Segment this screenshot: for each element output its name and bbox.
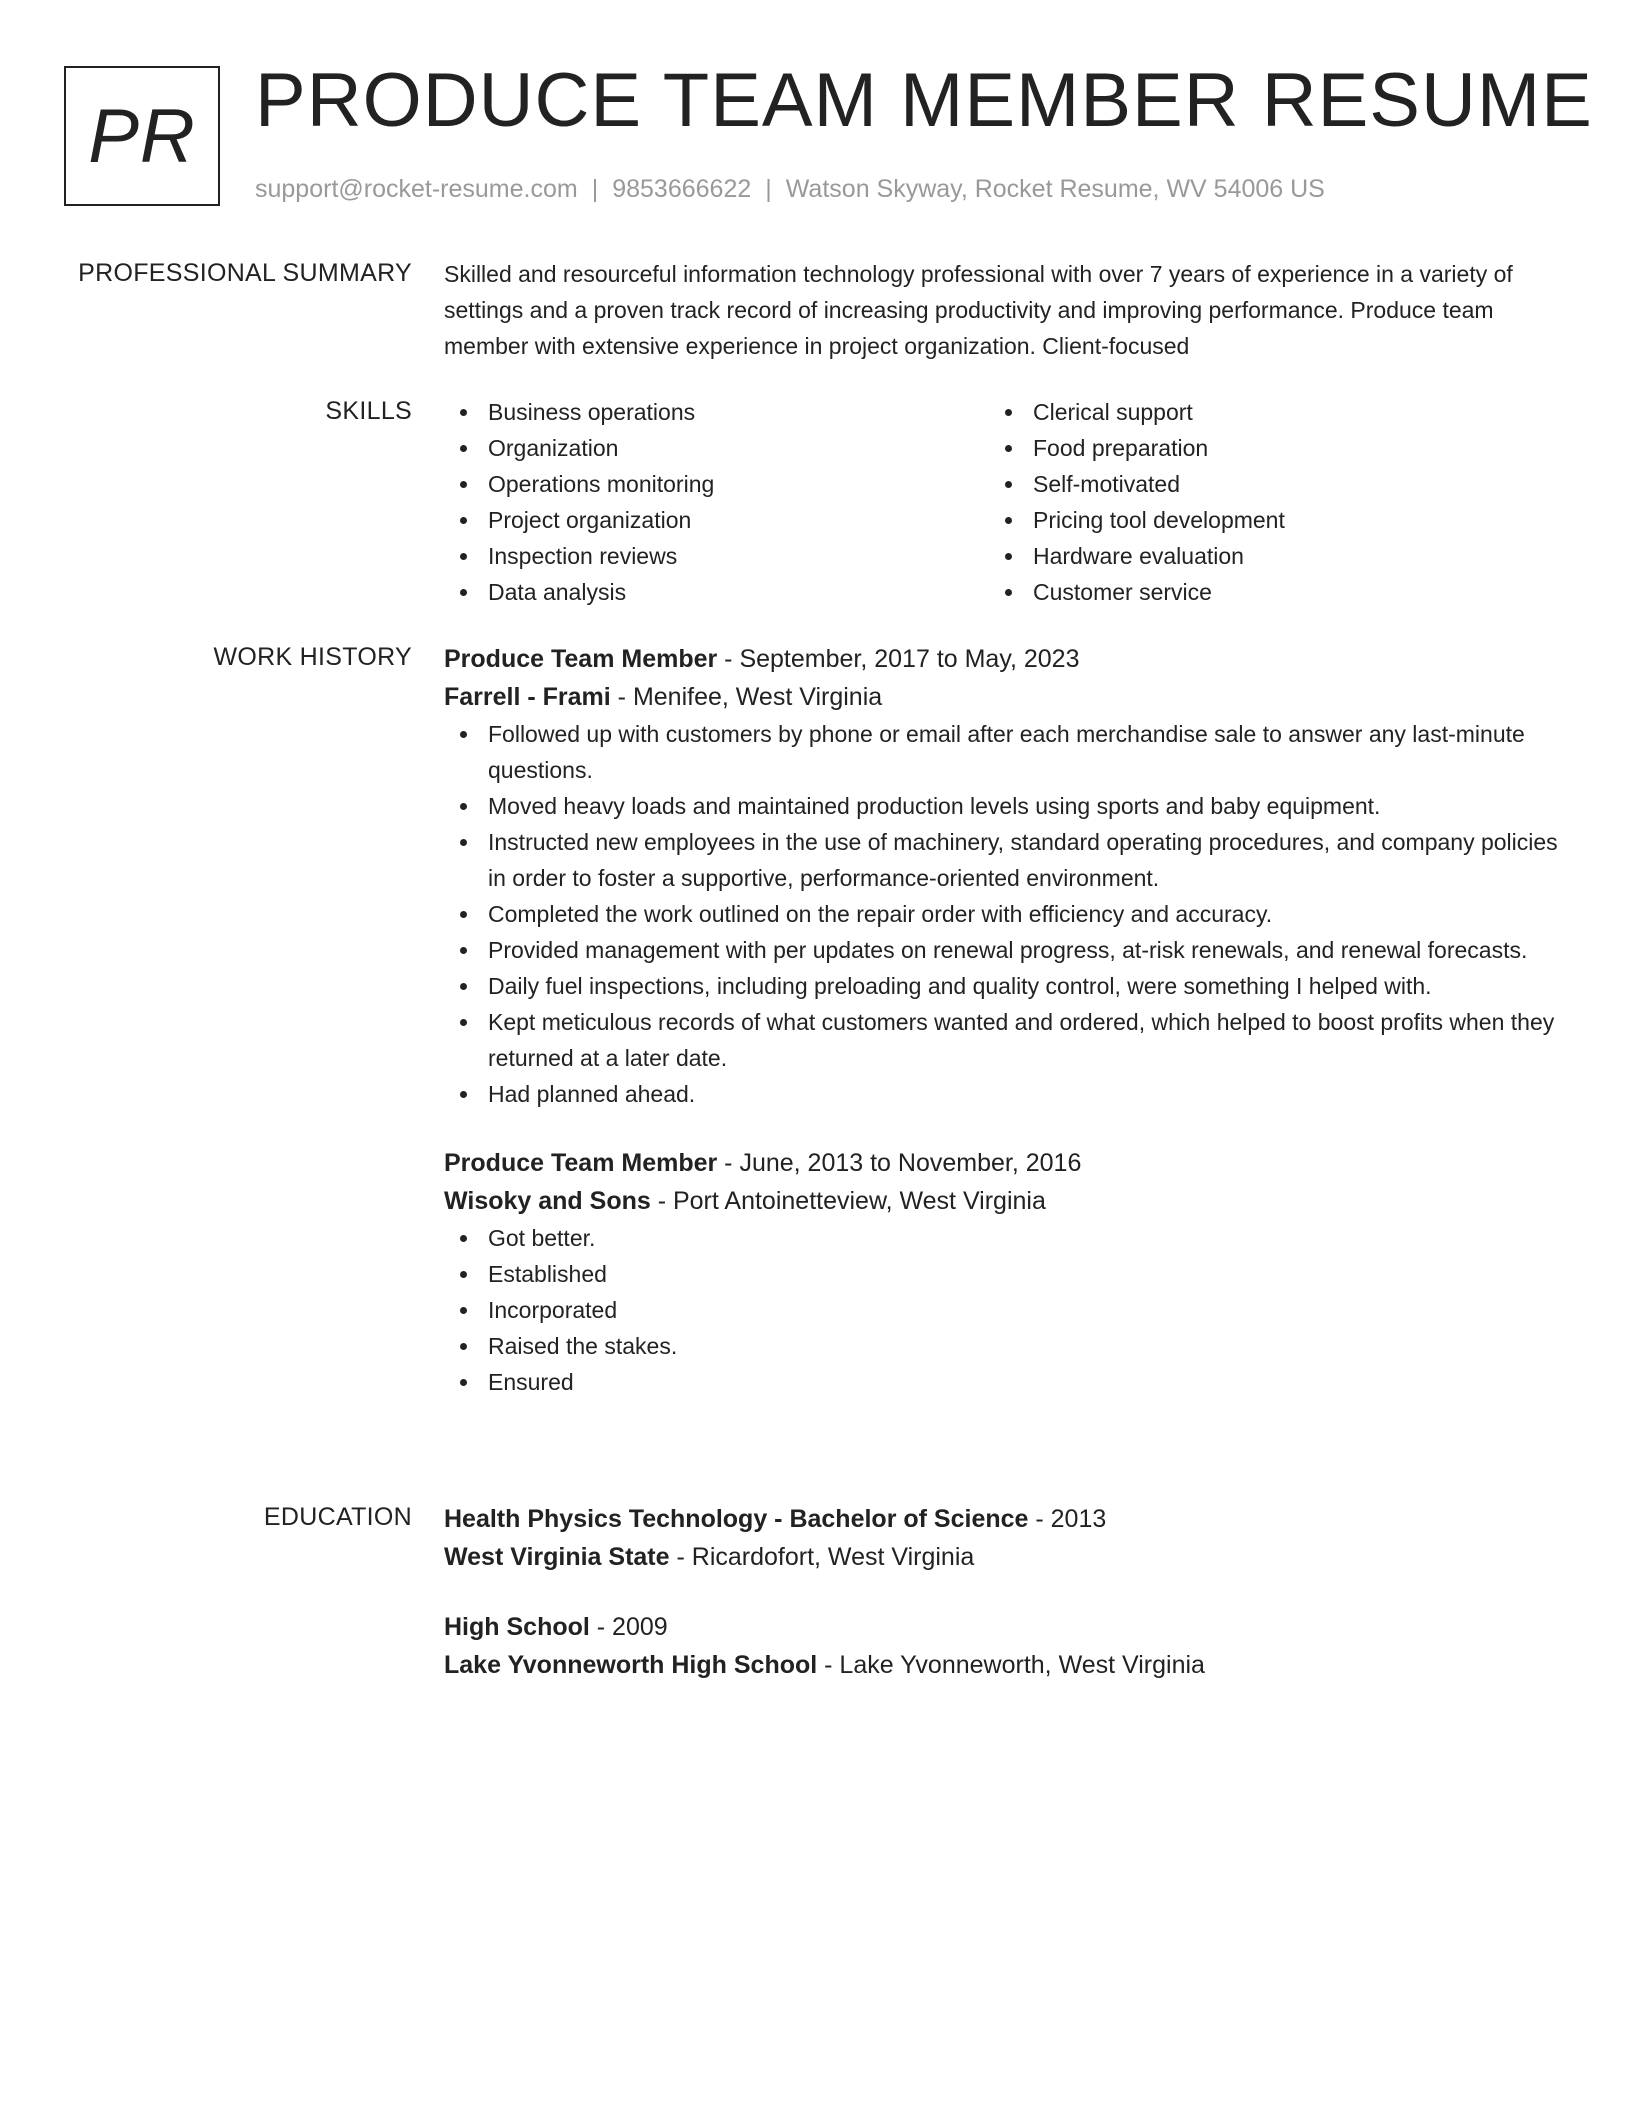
- education-location: - Ricardofort, West Virginia: [669, 1543, 975, 1571]
- education-degree-line: [444, 1608, 1564, 1646]
- contact-separator: |: [591, 175, 599, 203]
- job-dates: - September, 2017 to May, 2023: [717, 645, 1080, 673]
- list-item: Raised the stakes.: [444, 1328, 1564, 1364]
- list-item: Daily fuel inspections, including preloading and quality control, were something I helped with.: [444, 968, 1564, 1004]
- job-bullet-list: [444, 1220, 1564, 1400]
- list-item: Self-motivated: [989, 466, 1534, 502]
- list-item: Established: [444, 1256, 1564, 1292]
- job-title: Produce Team Member: [444, 1149, 718, 1177]
- contact-email[interactable]: support@rocket-resume.com: [255, 175, 578, 203]
- skills-list-left: [444, 394, 989, 610]
- section-heading-summary: PROFESSIONAL SUMMARY: [78, 259, 412, 287]
- job-company-line: [444, 678, 1564, 716]
- skills-columns: [444, 394, 1564, 610]
- education-school: West Virginia State: [444, 1543, 670, 1571]
- list-item: Organization: [444, 430, 989, 466]
- page-title: PRODUCE TEAM MEMBER RESUME: [255, 58, 1593, 143]
- job-title-line: [444, 640, 1564, 678]
- contact-line: [255, 172, 1325, 206]
- list-item: Got better.: [444, 1220, 1564, 1256]
- list-item: Completed the work outlined on the repair order with efficiency and accuracy.: [444, 896, 1564, 932]
- list-item: Incorporated: [444, 1292, 1564, 1328]
- list-item: Data analysis: [444, 574, 989, 610]
- list-item: Hardware evaluation: [989, 538, 1534, 574]
- list-item: Clerical support: [989, 394, 1534, 430]
- list-item: Instructed new employees in the use of machinery, standard operating procedures, and company policies in order to foster a supportive, performance-oriented environment.: [444, 824, 1564, 896]
- education-entry: [444, 1500, 1564, 1576]
- contact-address: Watson Skyway, Rocket Resume, WV 54006 US: [785, 175, 1325, 203]
- job-entry: [444, 640, 1564, 1112]
- list-item: Customer service: [989, 574, 1534, 610]
- list-item: Provided management with per updates on renewal progress, at-risk renewals, and renewal forecasts.: [444, 932, 1564, 968]
- education-school: Lake Yvonneworth High School: [444, 1651, 818, 1679]
- list-item: Inspection reviews: [444, 538, 989, 574]
- job-company: Farrell - Frami: [444, 683, 611, 711]
- list-item: Kept meticulous records of what customers wanted and ordered, which helped to boost profits when they returned at a later date.: [444, 1004, 1564, 1076]
- job-company: Wisoky and Sons: [444, 1187, 651, 1215]
- list-item: Business operations: [444, 394, 989, 430]
- job-title-line: [444, 1144, 1564, 1182]
- education-school-line: [444, 1646, 1564, 1684]
- job-location: - Port Antoinetteview, West Virginia: [650, 1187, 1046, 1215]
- education-location: - Lake Yvonneworth, West Virginia: [817, 1651, 1205, 1679]
- job-title: Produce Team Member: [444, 645, 718, 673]
- education-school-line: [444, 1538, 1564, 1576]
- section-heading-work-history: WORK HISTORY: [213, 643, 412, 671]
- monogram-logo: PR: [64, 66, 220, 206]
- section-heading-skills: SKILLS: [325, 397, 412, 425]
- education-degree-line: [444, 1500, 1564, 1538]
- list-item: Project organization: [444, 502, 989, 538]
- list-item: Food preparation: [989, 430, 1534, 466]
- contact-phone[interactable]: 9853666622: [612, 175, 752, 203]
- job-company-line: [444, 1182, 1564, 1220]
- contact-separator: |: [765, 175, 772, 203]
- skills-list-right: [989, 394, 1534, 610]
- list-item: Operations monitoring: [444, 466, 989, 502]
- job-entry: [444, 1144, 1564, 1400]
- summary-text: Skilled and resourceful information technology professional with over 7 years of experience in a variety of settings and a proven track record of increasing productivity and improving performance. Produce team member with extensive experience in project organization. Client-focused: [444, 261, 1513, 359]
- list-item: Followed up with customers by phone or email after each merchandise sale to answer any last-minute questions.: [444, 716, 1564, 788]
- education-degree: Health Physics Technology - Bachelor of Science: [444, 1505, 1029, 1533]
- section-heading-education: EDUCATION: [263, 1503, 412, 1531]
- education-year: - 2013: [1028, 1505, 1107, 1533]
- list-item: Had planned ahead.: [444, 1076, 1564, 1112]
- job-location: - Menifee, West Virginia: [610, 683, 883, 711]
- job-bullet-list: [444, 716, 1564, 1112]
- education-year: - 2009: [589, 1613, 668, 1641]
- education-entry: [444, 1608, 1564, 1684]
- list-item: Ensured: [444, 1364, 1564, 1400]
- list-item: Pricing tool development: [989, 502, 1534, 538]
- job-dates: - June, 2013 to November, 2016: [717, 1149, 1082, 1177]
- education-degree: High School: [444, 1613, 590, 1641]
- list-item: Moved heavy loads and maintained production levels using sports and baby equipment.: [444, 788, 1564, 824]
